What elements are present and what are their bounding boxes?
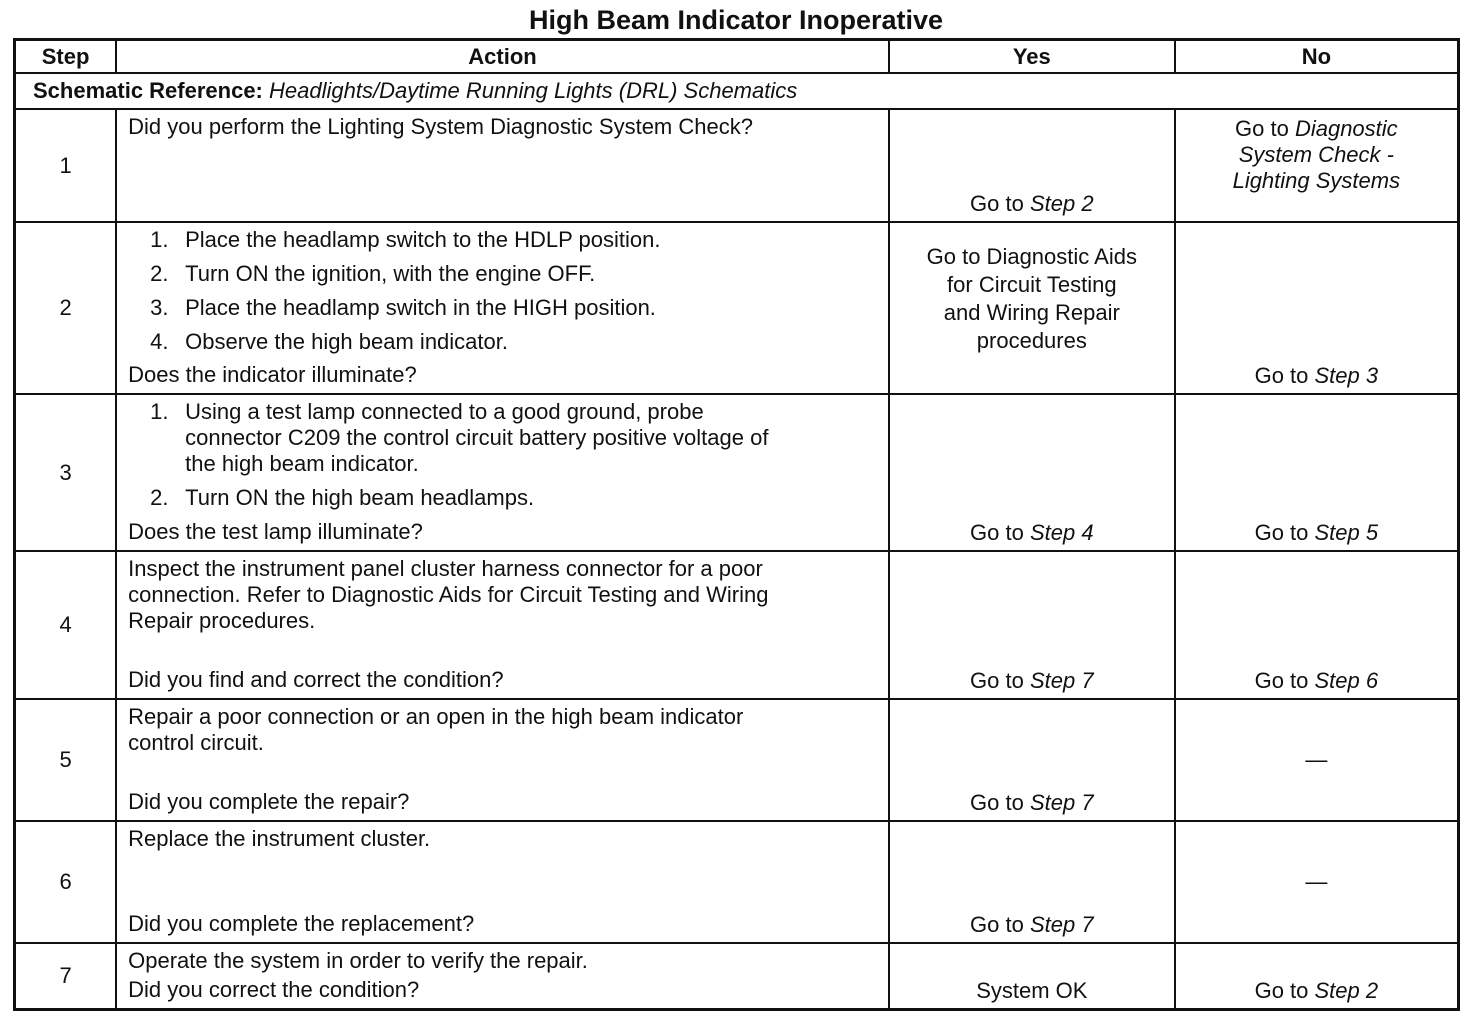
no-link[interactable]: Step 5 [1314, 520, 1379, 545]
no-cell [1175, 821, 1459, 943]
no-dash: — [1305, 747, 1328, 772]
action-line: Repair a poor connection or an open in the high beam indicator [128, 704, 744, 729]
page-title: High Beam Indicator Inoperative [528, 5, 944, 35]
header-no: No [1175, 40, 1459, 74]
action-line: Operate the system in order to verify the repair. [128, 948, 588, 973]
no-cell [1175, 109, 1459, 222]
schematic-link[interactable]: Headlights/Daytime Running Lights (DRL) Schematics [269, 78, 798, 103]
action-line: Replace the instrument cluster. [128, 826, 431, 851]
header-action: Action [116, 40, 889, 74]
action-steps [128, 227, 878, 355]
action-line: Repair procedures. [128, 608, 316, 633]
action-question: Did you complete the replacement? [128, 911, 475, 936]
action-step: 2. Turn ON the ignition, with the engine OFF. [150, 261, 596, 286]
table-row [15, 109, 1459, 222]
step-number: 2 [15, 222, 117, 394]
no-link-line-2[interactable]: System Check - [1238, 142, 1394, 167]
no-dash: — [1305, 869, 1328, 894]
table-row [15, 551, 1459, 699]
action-step: 1. Using a test lamp connected to a good ground, probe connector C209 the control circuit battery positive voltage of the high beam indicator. [150, 399, 769, 476]
step-number: 7 [15, 943, 117, 1009]
action-line: control circuit. [128, 730, 264, 755]
no-link[interactable]: Step 2 [1314, 977, 1379, 1003]
header-yes: Yes [889, 40, 1175, 74]
action-cell [116, 551, 889, 699]
action-question: Did you complete the repair? [128, 789, 410, 814]
yes-cell [889, 222, 1175, 394]
yes-cell [889, 394, 1175, 551]
yes-line: and Wiring Repair [943, 300, 1120, 325]
step-number: 1 [15, 109, 117, 222]
action-cell [116, 394, 889, 551]
no-cell [1175, 699, 1459, 821]
no-link[interactable]: Diagnostic [1294, 116, 1398, 141]
action-cell [116, 699, 889, 821]
yes-cell [889, 109, 1175, 222]
yes-prefix: Go to [970, 191, 1030, 216]
schematic-row [15, 73, 1459, 109]
schematic-reference [15, 73, 1459, 109]
no-link[interactable]: Step 6 [1314, 668, 1379, 693]
yes-prefix: Go to [970, 668, 1030, 693]
no-prefix: Go to [1254, 668, 1315, 693]
action-line: Inspect the instrument panel cluster harness connector for a poor [128, 556, 763, 581]
action-question: Does the test lamp illuminate? [128, 519, 423, 544]
table-row [15, 222, 1459, 394]
table-row [15, 394, 1459, 551]
header-step: Step [15, 40, 117, 74]
yes-line: for Circuit Testing [947, 272, 1117, 297]
yes-prefix: Go to [970, 912, 1030, 937]
no-prefix: Go to [1254, 977, 1315, 1003]
action-cell [116, 222, 889, 394]
action-question: Does the indicator illuminate? [128, 362, 417, 387]
no-prefix: Go to [1254, 520, 1315, 545]
no-cell [1175, 551, 1459, 699]
yes-cell [889, 551, 1175, 699]
action-cell [116, 821, 889, 943]
step-number: 3 [15, 394, 117, 551]
diagnostic-table [13, 38, 1460, 1011]
table-row [15, 699, 1459, 821]
action-question: Did you find and correct the condition? [128, 667, 504, 692]
yes-text: System OK [976, 977, 1088, 1003]
yes-link[interactable]: Step 7 [1029, 912, 1094, 937]
action-question: Did you correct the condition? [128, 976, 420, 1002]
action-line: connection. Refer to Diagnostic Aids for Circuit Testing and Wiring [128, 582, 769, 607]
yes-link[interactable]: Step 7 [1029, 790, 1094, 815]
action-step: 4. Observe the high beam indicator. [150, 329, 508, 354]
yes-line: procedures [976, 328, 1087, 353]
action-text: Did you perform the Lighting System Diagnostic System Check? [128, 114, 753, 139]
action-step: 1. Place the headlamp switch to the HDLP position. [150, 227, 661, 252]
no-cell [1175, 222, 1459, 394]
action-cell [116, 109, 889, 222]
no-prefix: Go to [1235, 116, 1295, 141]
yes-line: Go to Diagnostic Aids [926, 244, 1137, 269]
action-step: 2. Turn ON the high beam headlamps. [150, 485, 535, 510]
no-cell [1175, 943, 1459, 1009]
no-cell [1175, 394, 1459, 551]
yes-cell [889, 943, 1175, 1009]
step-number: 5 [15, 699, 117, 821]
step-number: 4 [15, 551, 117, 699]
table-row [15, 943, 1459, 1009]
header-row [15, 40, 1459, 74]
yes-link[interactable]: Step 4 [1029, 520, 1094, 545]
yes-cell [889, 821, 1175, 943]
step-number: 6 [15, 821, 117, 943]
schematic-label: Schematic Reference: [33, 78, 263, 103]
yes-link[interactable]: Step 7 [1029, 668, 1094, 693]
no-prefix: Go to [1254, 363, 1315, 388]
action-cell [116, 943, 889, 1009]
no-link-line-3[interactable]: Lighting Systems [1232, 168, 1401, 193]
table-row [15, 821, 1459, 943]
no-link[interactable]: Step 3 [1314, 363, 1379, 388]
yes-prefix: Go to [970, 520, 1030, 545]
yes-cell [889, 699, 1175, 821]
action-steps [128, 399, 878, 511]
yes-prefix: Go to [970, 790, 1030, 815]
yes-link[interactable]: Step 2 [1029, 191, 1094, 216]
action-step: 3. Place the headlamp switch in the HIGH position. [150, 295, 656, 320]
